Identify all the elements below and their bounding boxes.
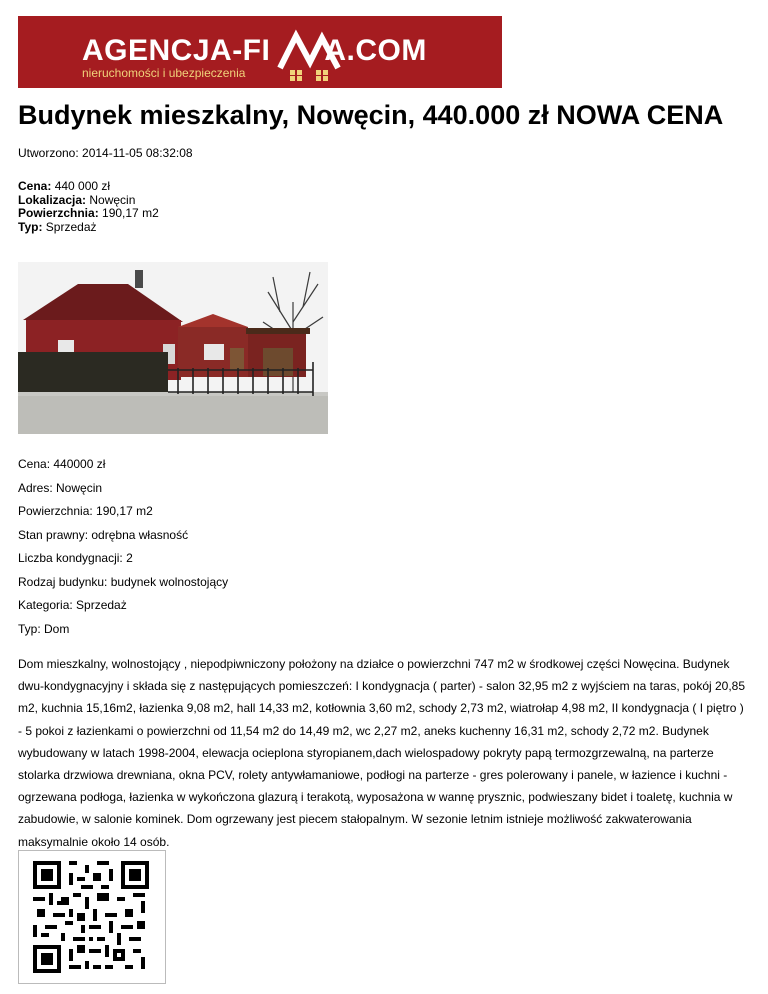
detail-price: Cena: 440000 zł bbox=[18, 457, 106, 471]
logo-subtitle: nieruchomości i ubezpieczenia bbox=[82, 66, 246, 80]
roof-icon bbox=[276, 26, 346, 82]
summary-type: Typ: Sprzedaż bbox=[18, 219, 97, 234]
listing-details bbox=[18, 456, 228, 644]
agency-logo[interactable] bbox=[18, 16, 502, 88]
detail-area: Powierzchnia: 190,17 m2 bbox=[18, 504, 153, 518]
qr-code-icon[interactable] bbox=[33, 861, 149, 973]
detail-type: Typ: Dom bbox=[18, 621, 70, 636]
listing-description: Dom mieszkalny, wolnostojący , niepodpiwniczony położony na działce o powierzchni 747 m2 w środkowej części Nowęcina. Budynek dwu-kondygnacyjny i składa się z następujących pomieszczeń: I kondygnacja ( parter) - salon 32,95 m2 z wyjściem na taras, pokój 20,85 m2, kuchnia 15,16m2, łazienka 9,08 m2, hall 14,33 m2, kotłownia 3,60 m2, schody 2,73 m2, wiatrołap 4,98 m2, II kondygnacja ( I piętro ) - 5 pokoi z łazienkami o powierzchni od 11,54 m2 do 14,49 m2, wc 2,27 m2, aneks kuchenny 16,31 m2, schody 2,72 m2. Budynek wybudowany w latach 1998-2004, elewacja ocieplona styropianem,dach wielospadowy pokryty papą termozgrzewalną, na parterze stolarka drzwiowa drewniana, okna PCV, rolety antywłamaniowe, podłogi na parterze - gres polerowany i panele, w łazience i kuchni - ogrzewana podłoga, łazienka w wykończona glazurą i terakotą, wyposażona w wannę prysznic, podwieszany bidet i toaletę, kuchnia w zabudowie, w salonie kominek. Dom ogrzewany jest piecem stałopalnym. W sezonie letnim istnieje możliwość zakwaterowania maksymalnie około 14 osób. bbox=[18, 657, 746, 849]
created-date: Utworzono: 2014-11-05 08:32:08 bbox=[18, 146, 193, 160]
detail-building-type: Rodzaj budynku: budynek wolnostojący bbox=[18, 574, 229, 589]
summary-price: Cena: 440 000 zł bbox=[18, 179, 111, 193]
detail-legal-status: Stan prawny: odrębna własność bbox=[18, 527, 189, 542]
listing-summary bbox=[18, 180, 159, 234]
summary-location: Lokalizacja: Nowęcin bbox=[18, 192, 136, 207]
detail-category: Kategoria: Sprzedaż bbox=[18, 598, 127, 612]
logo-text: AGENCJA-FI A.COM bbox=[82, 34, 427, 67]
summary-area: Powierzchnia: 190,17 m2 bbox=[18, 206, 159, 220]
detail-address: Adres: Nowęcin bbox=[18, 480, 103, 495]
house-photo[interactable] bbox=[18, 262, 328, 434]
detail-floors: Liczba kondygnacji: 2 bbox=[18, 551, 133, 565]
page-title: Budynek mieszkalny, Nowęcin, 440.000 zł NOWA CENA bbox=[18, 100, 724, 130]
